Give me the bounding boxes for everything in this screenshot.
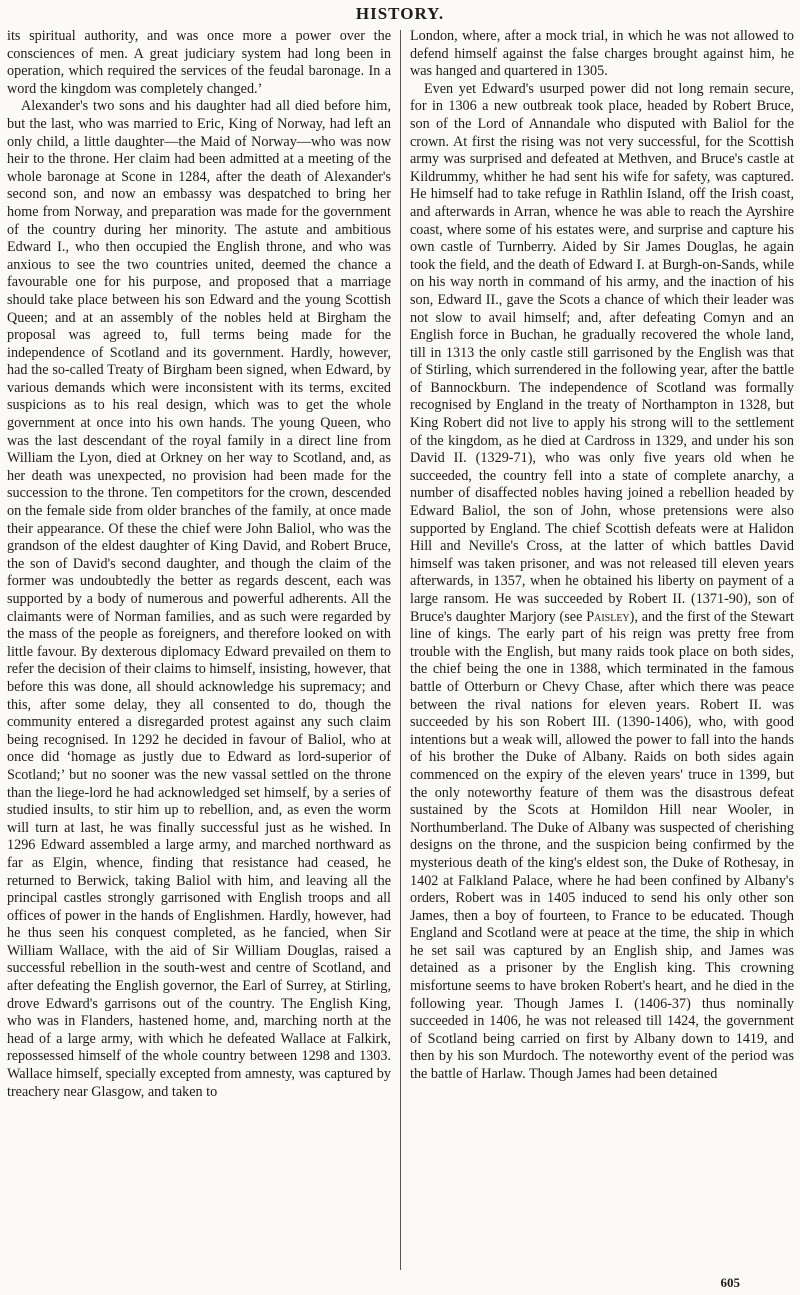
paragraph bbox=[410, 81, 794, 1084]
column-divider bbox=[400, 30, 401, 1270]
paragraph-text: Even yet Edward's usurped power did not long remain secure, for in 1306 a new outbreak took place, headed by Robert Bruce, son of the Lord of Annandale who disputed with Baliol for the crown. At first the rising was not very successful, for the Scottish army was surprised and defeated at Methven, and Bruce's castle at Kildrummy, whither he had sent his wife for safety, was captured. He himself had to take refuge in Rathlin Island, off the Irish coast, and afterwards in Arran, whence he was able to reach the Ayrshire coast, where some of his estates were, and surprise and capture his own castle of Turnberry. Aided by Sir James Douglas, he again took the field, and the death of Edward I. at Burgh-on-Sands, while on his way north in command of his army, and the inaction of his son, Edward II., gave the Scots a chance of which their leader was not slow to avail himself; and, after defeating Comyn and an English force in Buchan, he gradually recovered the whole land, till in 1313 the only castle still garrisoned by the English was that of Stirling, which surrendered in the following year, after the battle of Bannockburn. The independence of Scotland was formally recognised by England in the treaty of Northampton in 1328, but King Robert did not live to apply his strong will to the settlement of the kingdom, as he died at Cardross in 1329, and under his son David II. (1329-71), who was only five years old when he succeeded, the country fell into a state of complete anarchy, a number of disaffected nobles having joined a rebellion headed by Edward Baliol, the son of John, whose pretensions were also supported by England. The chief Scottish defeats were at Halidon Hill and Neville's Cross, at the latter of which battles David himself was taken prisoner, and was not released till eleven years afterwards, in 1357, when he obtained his liberty on payment of a large ransom. He was succeeded by Robert II. (1371-90), son of Bruce's daughter Marjory (see bbox=[410, 80, 794, 625]
paragraph: its spiritual authority, and was once more a power over the consciences of men. A great judiciary system had long been in operation, which required the services of the feudal baronage. In a word the kingdom was completely changed.’ bbox=[7, 28, 391, 97]
cross-reference: Paisley bbox=[586, 608, 630, 625]
running-title: HISTORY. bbox=[355, 4, 445, 23]
right-column bbox=[410, 28, 794, 1272]
paragraph-text: ), and the first of the Stewart line of kings. The early part of his reign was pretty free from trouble with the English, but many raids took place on both sides, the chief being the one in 1388, which terminated in the famous battle of Otterburn or Chevy Chase, after which there was peace between the rival nations for eleven years. Robert II. was succeeded by his son Robert III. (1390-1406), who, with good intentions but a weak will, allowed the power to fall into the hands of his brother the Duke of Albany. Raids on both sides again commenced on the expiry of the eleven years' truce in 1399, but the only noteworthy feature of them was the disastrous defeat sustained by the Scots at Homildon Hill near Wooler, in Northumberland. The Duke of Albany was suspected of cherishing designs on the throne, and the suspicion being confirmed by the mysterious death of the king's eldest son, the Duke of Rothesay, in 1402 at Falkland Palace, where he had been confined by Albany's orders, Robert was in 1405 induced to send his only other son James, then a boy of fourteen, to France to be educated. Though England and Scotland were at peace at the time, the ship in which he set sail was captured by an English ship, and James was detained as a prisoner by the English king. This crowning misfortune seems to have broken Robert's heart, and he died in the following year. Though James I. (1406-37) thus nominally succeeded in 1406, he was not released till 1424, the government of Scotland being carried on first by Albany down to 1419, and then by his son Murdoch. The noteworthy event of the period was the battle of Harlaw. Though James had been detained bbox=[410, 608, 794, 1083]
left-column bbox=[7, 28, 391, 1272]
page-number: 605 bbox=[720, 1275, 740, 1290]
paragraph: London, where, after a mock trial, in which he was not allowed to defend himself against the false charges brought against him, he was hanged and quartered in 1305. bbox=[410, 28, 794, 80]
paragraph: Alexander's two sons and his daughter had all died before him, but the last, who was married to Eric, King of Norway, had left an only child, a little daughter—the Maid of Norway—who was now heir to the throne. Her claim had been admitted at a meeting of the whole baronage at Scone in 1284, after the death of Alexander's second son, and now an embassy was despatched to bring her home from Norway, and preparation was made for the government of the country during her minority. The astute and ambitious Edward I., who then occupied the English throne, and who was anxious to see the two countries united, deemed the chance a favourable one for his purpose, and proposed that a marriage should take place between his son Edward and the young Scottish Queen; and at an assembly of the nobles held at Birgham the proposal was agreed to, full terms being made for the independence of Scotland and its government. Hardly, however, had the so-called Treaty of Birgham been signed, when Edward, by various demands which were inconsistent with its terms, excited suspicions as to his real design, which was to get the whole government at once into his own hands. The young Queen, who was the last descendant of the royal family in a direct line from William the Lyon, died at Orkney on her way to Scotland, and, as her death was unexpected, no provision had been made for the succession to the throne. Ten competitors for the crown, descended on the female side from older branches of the family, at once made their appearance. Of these the chief were John Baliol, who was the grandson of the eldest daughter of King David, and Robert Bruce, the son of David's second daughter, and though the claim of the former was undoubtedly the better as regards descent, each was supported by a body of numerous and powerful adherents. All the claimants were of Norman families, and as such were regarded by the mass of the people as foreigners, and therefore looked on with little favour. By dexterous diplomacy Edward prevailed on them to refer the decision of their claims to himself, insisting, however, that before this was done, all should acknowledge his supremacy; and this, after some delay, they all consented to do, though the community entered a disregarded protest against any such claim being recognised. In 1292 he decided in favour of Baliol, who at once did ‘homage as justly due to Edward as lord-superior of Scotland;’ but no sooner was the new vassal settled on the throne than the liege-lord he had acknowledged set himself, by a series of studied insults, to stir him up to rebellion, and, as even the worm will turn at last, he was finally successful just as he wished. In 1296 Edward assembled a large army, and marched northward as far as Elgin, whence, finding that resistance had ceased, he returned to Berwick, taking Baliol with him, and leaving all the principal castles strongly garrisoned with English troops and all offices of power in the hands of Englishmen. Hardly, however, had he thus seen his conquest completed, as he fancied, when Sir William Wallace, with the aid of Sir William Douglas, raised a successful rebellion in the south-west and centre of Scotland, and after defeating the English governor, the Earl of Surrey, at Stirling, drove Edward's garrisons out of the country. The English King, who was in Flanders, hastened home, and, marching north at the head of a large army, with which he defeated Wallace at Falkirk, repossessed himself of the whole country between 1298 and 1303. Wallace himself, specially excepted from amnesty, was captured by treachery near Glasgow, and taken to bbox=[7, 98, 391, 1100]
